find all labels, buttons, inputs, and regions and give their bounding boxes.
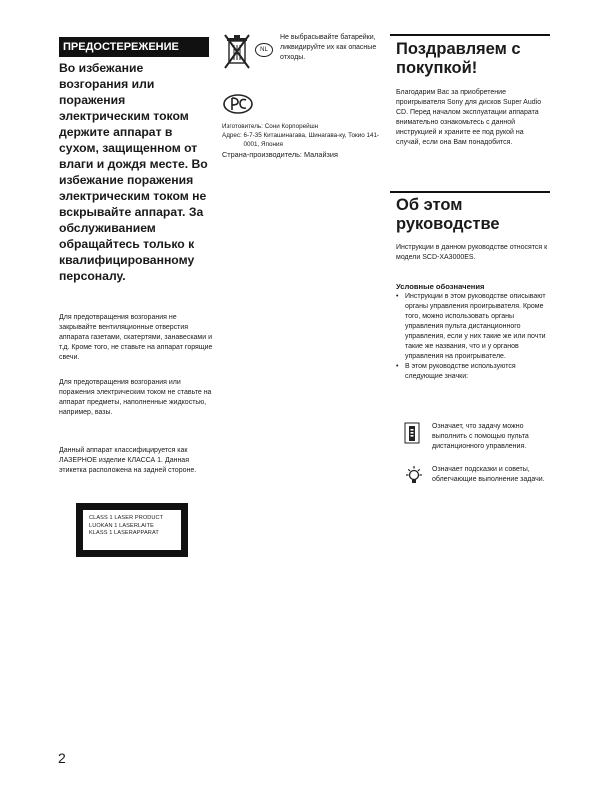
laser-label-line: CLASS 1 LASER PRODUCT xyxy=(89,515,164,521)
page-number: 2 xyxy=(58,750,66,766)
remote-control-icon xyxy=(404,422,420,444)
laser-label-line: KLASS 1 LASERAPPARAT xyxy=(89,530,159,537)
conventions-heading: Условные обозначения xyxy=(396,282,485,291)
conventions-list xyxy=(396,292,554,382)
remote-icon-text: Означает, что задачу можно выполнить с помощью пульта дистанционного управления. xyxy=(432,423,529,450)
congrats-heading: Поздравляем с покупкой! xyxy=(396,40,521,77)
warning-text: Во избежание возгорания или поражения электрическим током держите аппарат в сухом, защищенном от влаги и дождя месте. Во избежание поражения электрическим током не вскрывайте аппарат. За обслуживанием обращайтесь только к квалифицированному персоналу. xyxy=(59,61,208,283)
hint-icon-text: Означает подсказки и советы, облегчающие выполнение задачи. xyxy=(432,466,545,483)
section-rule xyxy=(390,34,550,36)
maker-value: Сони Корпорейшн xyxy=(264,123,319,130)
maker-label: Изготовитель: xyxy=(222,123,265,130)
battery-disposal-text: Не выбрасывайте батарейки, ликвидируйте их как опасные отходы. xyxy=(280,34,377,61)
lightbulb-hint-icon xyxy=(404,465,424,487)
about-text: Инструкции в данном руководстве относятся к модели SCD-XA3000ES. xyxy=(396,244,548,261)
laser-label xyxy=(76,503,188,557)
remote-icon-legend xyxy=(404,422,554,452)
manufacturer-info xyxy=(222,122,387,159)
list-item: • В этом руководстве используются следующие значки: xyxy=(396,362,554,382)
about-heading: Об этом руководстве xyxy=(396,196,500,233)
hint-icon-legend xyxy=(404,465,554,492)
address-label: Адрес: xyxy=(222,132,244,139)
rostest-mark-icon xyxy=(222,93,254,115)
note-liquid: Для предотвращения возгорания или поражения электрическим током не ставьте на аппарат предметы, наполненные жидкостью, например, вазы. xyxy=(59,379,212,416)
note-ventilation: Для предотвращения возгорания не закрывайте вентиляционные отверстия аппарата газетами, скатертями, занавесками и т.д. Кроме того, не ставьте на аппарат горящие свечи. xyxy=(59,314,213,361)
note-laser-class: Данный аппарат классифицируется как ЛАЗЕРНОЕ изделие КЛАССА 1. Данная этикетка расположена на задней стороне. xyxy=(59,447,197,474)
country-of-origin: Страна-производитель: Малайзия xyxy=(222,150,338,159)
laser-label-line: LUOKAN 1 LASERLAITE xyxy=(89,522,155,529)
address-value: 6-7-35 Киташинагава, Шинагава-ку, Токио 141-0001, Япония xyxy=(243,132,380,148)
congrats-text: Благодарим Вас за приобретение проигрывателя Sony для дисков Super Audio CD. Перед началом эксплуатации аппарата внимательно ознакомьтесь с данной инструкцией и храните ее под рукой на случай, если она Вам понадобится. xyxy=(396,89,542,146)
nl-badge: NL xyxy=(255,43,273,57)
crossed-bin-icon xyxy=(222,32,252,72)
list-item: • Инструкции в этом руководстве описывают органы управления проигрывателя. Кроме того, можно использовать органы управления пульта дистанционного управления, если у них такие же или почти такие же названия, что и у органов управления на проигрывателе. xyxy=(396,292,554,362)
section-rule xyxy=(390,191,550,193)
warning-heading: ПРЕДОСТЕРЕЖЕНИЕ xyxy=(59,37,209,57)
